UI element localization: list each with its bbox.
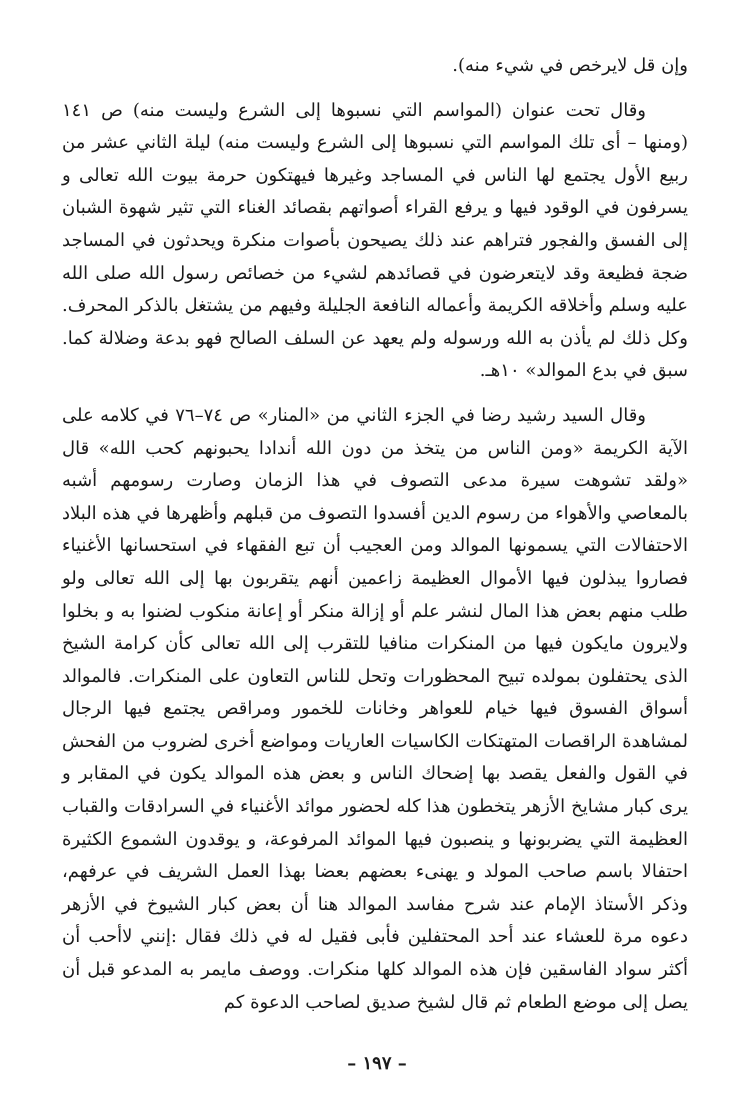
paragraph-mawasim-quote: وقال تحت عنوان (المواسم التي نسبوها إلى الشرع وليست منه) ص ١٤١ (ومنها – أى تلك المواسم التي نسبوها إلى الشرع وليست منه) ليلة الثاني عشر من ربيع الأول يجتمع لها الناس في المساجد وغيرها فيهتكون حرمة بيوت الله تعالى و يسرفون في الوقود فيها و يرفع القراء أصواتهم بقصائد الغناء التي تثير شهوة الشبان إلى الفسق والفجور فتراهم عند ذلك يصيحون بأصوات منكرة ويحدثون في المساجد ضجة فظيعة وقد لايتعرضون في قصائدهم لشيء من خصائص رسول الله صلى الله عليه وسلم وأخلاقه الكريمة وأعماله النافعة الجليلة وفيهم من يشتغل بالذكر المحرف. وكل ذلك لم يأذن به الله ورسوله ولم يعهد عن السلف الصالح فهو بدعة وضلالة كما. سبق في بدع الموالد» ١٠هـ. (62, 99, 688, 382)
paragraph-continuation: وإن قل لايرخص في شيء منه). (452, 55, 688, 76)
page-number: – ١٩٧ – (347, 1053, 407, 1074)
paragraph-rashid-rida-quote: وقال السيد رشيد رضا في الجزء الثاني من «المنار» ص ٧٤–٧٦ في كلامه على الآية الكريمة «ومن الناس من يتخذ من دون الله أندادا يحبونهم كحب الله» قال «ولقد تشوهت سيرة مدعى التصوف في هذا الزمان وصارت رسومهم أشبه بالمعاصي والأهواء من رسوم الدين أفسدوا التصوف من قبلهم وأظهرها في هذه البلاد الاحتفالات التي يسمونها الموالد ومن العجيب أن تبع الفقهاء في استحسانها الأغنياء فصاروا يبذلون فيها الأموال العظيمة زاعمين أنهم يتقربون بها إلى الله تعالى ولو طلب منهم بعض هذا المال لنشر علم أو إزالة منكر أو إعانة منكوب لضنوا به و بخلوا ولايرون مايكون فيها من المنكرات منافيا للتقرب إلى الله تعالى كأن كرامة الشيخ الذى يحتفلون بمولده تبيح المحظورات وتحل للناس التعاون على المنكرات. فالموالد أسواق الفسوق فيها خيام للعواهر وخانات للخمور ومراقص يجتمع فيها الرجال لمشاهدة الراقصات المتهتكات الكاسيات العاريات ومواضع أخرى لضروب من الفحش في القول والفعل يقصد بها إضحاك الناس و بعض هذه الموالد يكون في المقابر و يرى كبار مشايخ الأزهر يتخطون هذا كله لحضور موائد الأغنياء في السرادقات والقباب العظيمة التي يضربونها و ينصبون فيها الموائد المرفوعة، و يوقدون الشموع الكثيرة احتفالا باسم صاحب المولد و يهنىء بعضهم بعضا بهذا العمل الشريف في عرفهم، وذكر الأستاذ الإمام عند شرح مفاسد الموالد هنا أن بعض كبار الشيوخ في الأزهر دعوه مرة للعشاء عند أحد المحتفلين فأبى فقيل له في ذلك فقال :إنني لاأحب أن أكثر سواد الفاسقين فإن هذه الموالد كلها منكرات. ووصف مايمر به المدعو قبل أن يصل إلى موضع الطعام ثم قال لشيخ صديق لصاحب الدعوة كم (62, 404, 688, 1013)
page-body (62, 50, 688, 1019)
